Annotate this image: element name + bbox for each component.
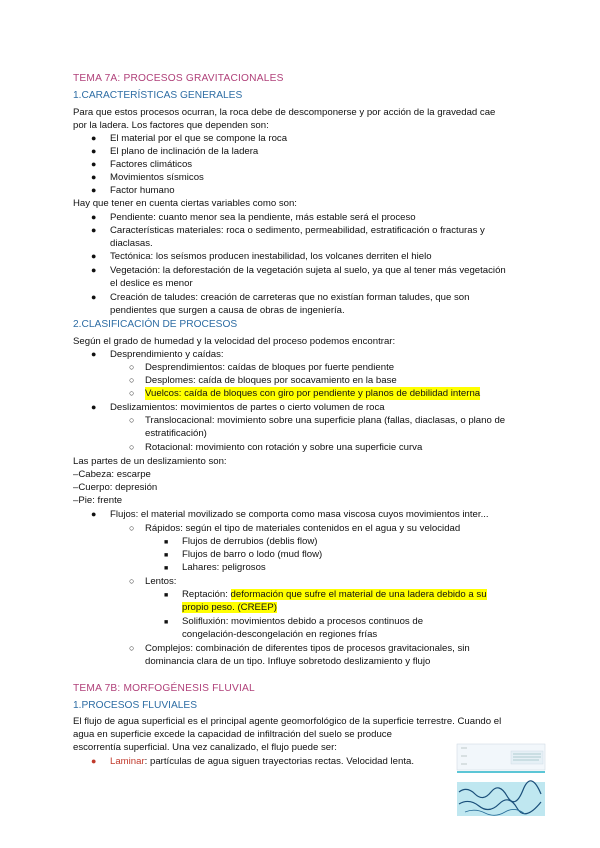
paragraph-line: Según el grado de humedad y la velocidad del proceso podemos encontrar:	[73, 336, 396, 347]
bullet-dot-icon: ●	[91, 292, 97, 302]
paragraph-line: –Cabeza: escarpe	[73, 469, 151, 480]
bullet-dot-icon: ●	[91, 133, 97, 143]
laminar-text: : partículas de agua siguen trayectorias rectas. Velocidad lenta.	[144, 756, 414, 767]
paragraph-line: agua en superficie excede la capacidad de infiltración del suelo se produce	[73, 729, 392, 740]
bullet-circle-icon: ○	[129, 523, 135, 533]
bullet-dot-icon: ●	[91, 212, 97, 222]
list-item: Lentos:	[145, 576, 177, 587]
bullet-dot-icon: ●	[91, 159, 97, 169]
bullet-dot-icon: ●	[91, 349, 97, 359]
list-item: Características materiales: roca o sedimento, permeabilidad, estratificación o fracturas y	[110, 225, 485, 236]
bullet-dot-icon: ●	[91, 172, 97, 182]
paragraph-line: Las partes de un deslizamiento son:	[73, 456, 227, 467]
bullet-square-icon: ■	[164, 592, 169, 599]
list-item: Flujos de barro o lodo (mud flow)	[182, 549, 323, 560]
list-item: Movimientos sísmicos	[110, 172, 204, 183]
highlighted-list-item: Vuelcos: caída de bloques con giro por pendiente y planos de debilidad interna	[145, 388, 481, 399]
list-item-continuation: estratificación)	[145, 428, 207, 439]
list-item: Lahares: peligrosos	[182, 562, 266, 573]
bullet-square-icon: ■	[164, 565, 169, 572]
list-item: Rápidos: según el tipo de materiales contenidos en el agua y su velocidad	[145, 523, 461, 534]
paragraph-line: Para que estos procesos ocurran, la roca debe de descomponerse y por acción de la gravedad cae	[73, 107, 496, 118]
list-item: El material por el que se compone la roca	[110, 133, 288, 144]
laminar-label: Laminar	[110, 756, 145, 767]
list-item: Factor humano	[110, 185, 175, 196]
tema-7a-title: TEMA 7A: PROCESOS GRAVITACIONALES	[73, 73, 284, 84]
highlighted-text: deformación que sufre el material de una ladera debido a su	[230, 589, 487, 600]
list-item: Factores climáticos	[110, 159, 193, 170]
paragraph-line: escorrentía superficial. Una vez canalizado, el flujo puede ser:	[73, 742, 337, 753]
list-item-continuation: diaclasas.	[110, 238, 153, 249]
bullet-dot-icon: ●	[91, 251, 97, 261]
tema-7b-title: TEMA 7B: MORFOGÉNESIS FLUVIAL	[73, 683, 255, 694]
list-item: Flujos: el material movilizado se comporta como masa viscosa cuyos movimientos inter...	[110, 509, 489, 520]
list-item: Creación de taludes: creación de carreteras que no existían forman taludes, que son	[110, 292, 470, 303]
paragraph-line: –Cuerpo: depresión	[73, 482, 158, 493]
bullet-dot-icon: ●	[91, 146, 97, 156]
list-item: Complejos: combinación de diferentes tipos de procesos gravitacionales, sin	[145, 643, 470, 654]
bullet-circle-icon: ○	[129, 415, 135, 425]
list-item: Desprendimientos: caídas de bloques por fuerte pendiente	[145, 362, 395, 373]
paragraph-line: Hay que tener en cuenta ciertas variables como son:	[73, 198, 297, 209]
bullet-dot-icon: ●	[91, 265, 97, 275]
highlighted-text: propio peso. (CREEP)	[182, 602, 277, 613]
list-item: Vegetación: la deforestación de la vegetación sujeta al suelo, ya que al tener más vegetación	[110, 265, 506, 276]
list-item: Tectónica: los seísmos producen inestabilidad, los volcanes derriten el hielo	[110, 251, 432, 262]
list-item: Flujos de derrubios (deblis flow)	[182, 536, 318, 547]
section-procesos-fluviales-heading: 1.PROCESOS FLUVIALES	[73, 700, 197, 711]
list-item-reptacion	[182, 588, 487, 601]
flow-diagram-image	[455, 742, 547, 820]
reptacion-label: Reptación:	[182, 589, 231, 600]
paragraph-line: por la ladera. Los factores que dependen son:	[73, 120, 269, 131]
list-item-continuation: congelación-descongelación en regiones frías	[182, 629, 378, 640]
list-item-continuation: pendientes que surgen a causa de obras de ingeniería.	[110, 305, 345, 316]
bullet-circle-icon: ○	[129, 643, 135, 653]
bullet-square-icon: ■	[164, 619, 169, 626]
list-item: Solifluxión: movimientos debido a procesos continuos de	[182, 616, 424, 627]
list-item: Translocacional: movimiento sobre una superficie plana (fallas, diaclasas, o plano de	[145, 415, 506, 426]
list-item-continuation: el deslice es menor	[110, 278, 193, 289]
list-item: Desplomes: caída de bloques por socavamiento en la base	[145, 375, 397, 386]
list-item: El plano de inclinación de la ladera	[110, 146, 259, 157]
list-item-continuation	[182, 601, 277, 614]
bullet-dot-icon: ●	[91, 185, 97, 195]
paragraph-line: –Pie: frente	[73, 495, 123, 506]
list-item: Pendiente: cuanto menor sea la pendiente, más estable será el proceso	[110, 212, 416, 223]
bullet-circle-icon: ○	[129, 362, 135, 372]
list-item-continuation: dominancia clara de un tipo. Influye sobretodo deslizamiento y flujo	[145, 656, 431, 667]
bullet-dot-icon: ●	[91, 225, 97, 235]
section-clasificacion-heading: 2.CLASIFICACIÓN DE PROCESOS	[73, 319, 238, 330]
list-item: Deslizamientos: movimientos de partes o cierto volumen de roca	[110, 402, 385, 413]
bullet-square-icon: ■	[164, 539, 169, 546]
bullet-dot-icon: ●	[91, 756, 97, 766]
bullet-square-icon: ■	[164, 552, 169, 559]
bullet-circle-icon: ○	[129, 375, 135, 385]
section-caracteristicas-heading: 1.CARACTERÍSTICAS GENERALES	[73, 90, 243, 101]
bullet-circle-icon: ○	[129, 576, 135, 586]
bullet-circle-icon: ○	[129, 442, 135, 452]
bullet-dot-icon: ●	[91, 402, 97, 412]
list-item: Desprendimiento y caídas:	[110, 349, 224, 360]
bullet-circle-icon: ○	[129, 388, 135, 398]
paragraph-line: El flujo de agua superficial es el principal agente geomorfológico de la superficie terrestre. Cuando el	[73, 716, 502, 727]
bullet-dot-icon: ●	[91, 509, 97, 519]
list-item: Rotacional: movimiento con rotación y sobre una superficie curva	[145, 442, 423, 453]
list-item-laminar	[110, 755, 414, 768]
